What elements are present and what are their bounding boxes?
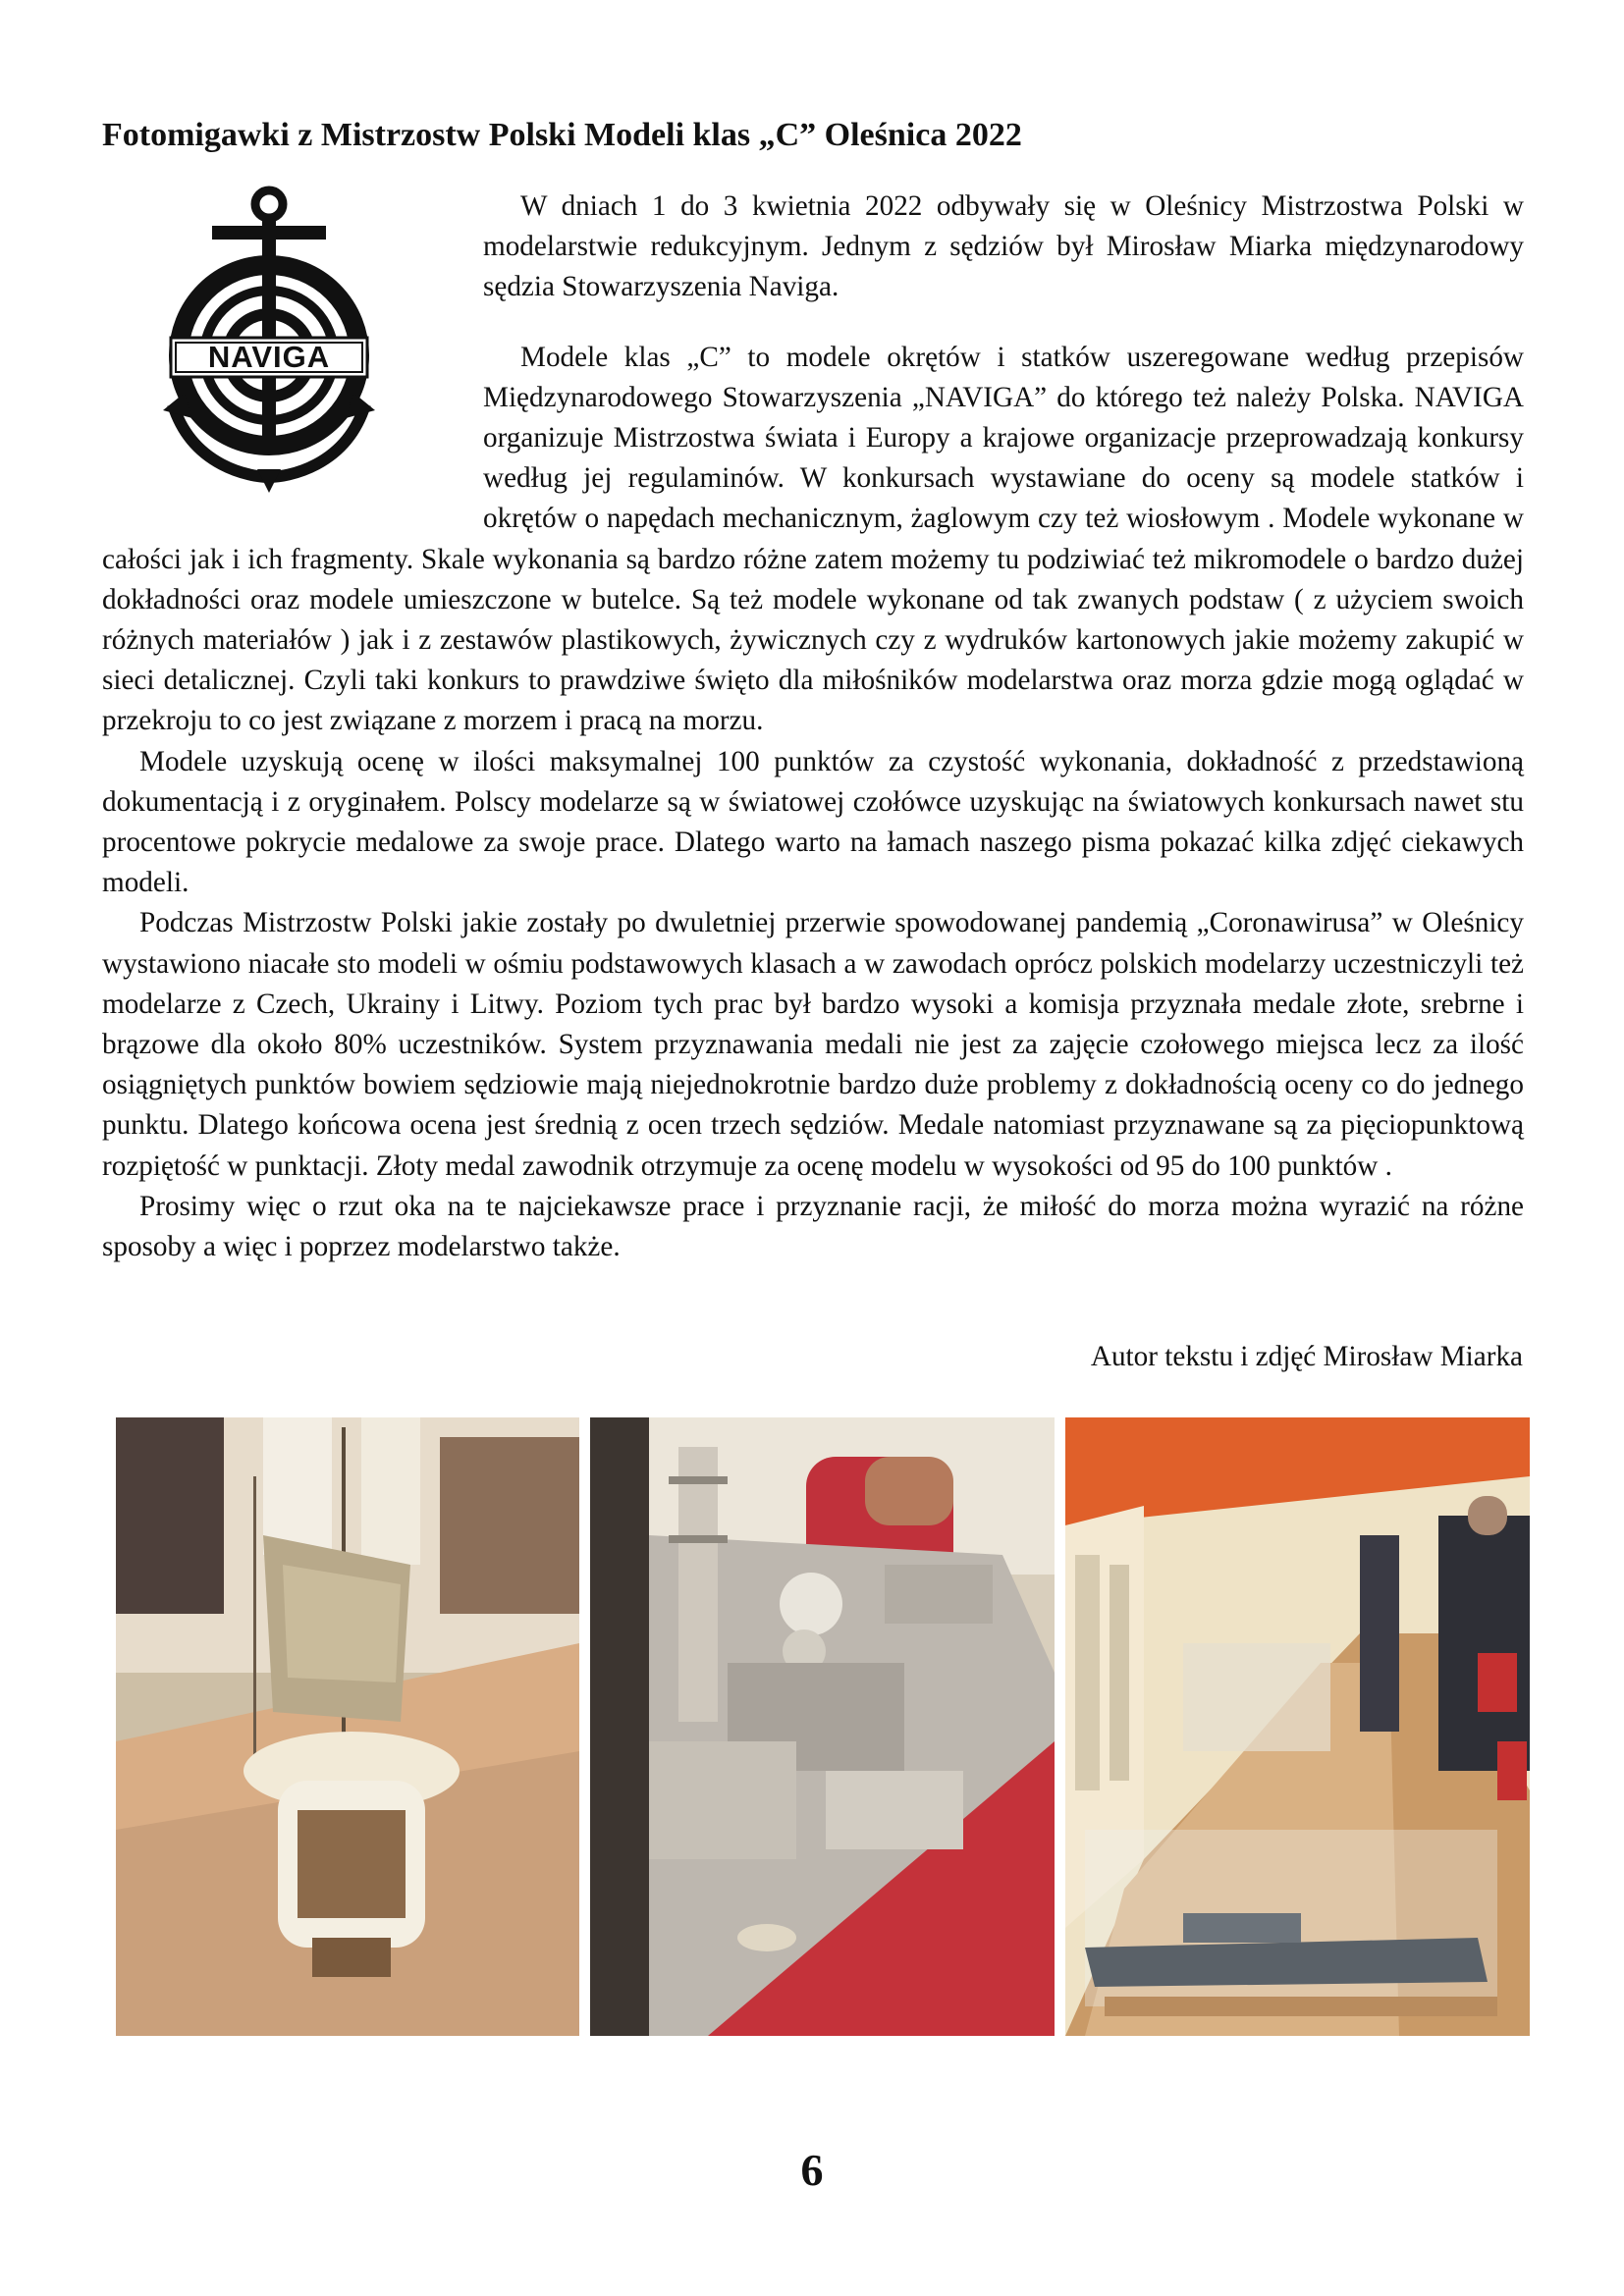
paragraph-1: W dniach 1 do 3 kwietnia 2022 odbywały się w Oleśnicy Mistrzostwa Polski w modelarstwie redukcyjnym. Jednym z sędziów był Mirosław Miarka międzynarodowy sędzia Stowarzyszenia Naviga. <box>483 190 1524 303</box>
paragraph-3: Modele uzyskują ocenę w ilości maksymalnej 100 punktów za czystość wykonania, dokładność z przedstawioną dokumentacją i z oryginałem. Polscy modelarze są w światowej czołówce uzyskując na światowych konkursach nawet stu procentowe pokrycie medalowe za swoje prace. Dlatego warto na łamach naszego pisma pokazać kilka zdjęć ciekawych modeli. <box>102 745 1524 899</box>
paragraph-4: Podczas Mistrzostw Polski jakie zostały po dwuletniej przerwie spowodowanej pandemią „Coronawirusa” w Oleśnicy wystawiono niacałe sto modeli w ośmiu podstawowych klasach a w zawodach oprócz polskich modelarzy uczestniczyli też modelarze z Czech, Ukrainy i Litwy. Poziom tych prac był bardzo wysoki a komisja przyznała medale złote, srebrne i brązowe dla około 80% uczestników. System przyznawania medali nie jest za zajęcie czołowego miejsca lecz za ilość osiągniętych punktów bowiem sędziowie mają niejednokrotnie bardzo duże problemy z dokładnością oceny co do jednego punktu. Dlatego końcowa ocena jest średnią z ocen trzech sędziów. Medale natomiast przyznawane są za pięciopunktową rozpiętość w punktacji. Złoty medal zawodnik otrzymuje za ocenę modelu w wysokości od 95 do 100 punktów . <box>102 907 1524 1182</box>
author-credit: Autor tekstu i zdjęć Mirosław Miarka <box>1090 1341 1523 1372</box>
paragraph-2: Modele klas „C” to modele okrętów i statków uszeregowane według przepisów Międzynarodowego Stowarzyszenia „NAVIGA” do którego też należy Polska. NAVIGA organizuje Mistrzostwa świata i Europy a krajowe organizacje przeprowadzają konkursy według jej regulaminów. W konkursach wystawiane do oceny są modele statków i okrętów o napędach mechanicznym, żaglowym czy też wiosłowym . Modele wykonane w całości jak i ich fragmenty. Skale wykonania są bardzo różne zatem możemy tu podziwiać też mikromodele o bardzo dużej dokładności oraz modele umieszczone w butelce. Są też modele wykonane od tak zwanych podstaw ( z użyciem swoich różnych materiałów ) jak i z zestawów plastikowych, żywicznych czy z wydruków kartonowych jakie możemy zakupić w sieci detalicznej. Czyli taki konkurs to prawdziwe święto dla miłośników modelarstwa oraz morza gdzie mogą oglądać w przekroju to co jest związane z morzem i pracą na morzu. <box>102 341 1524 737</box>
paragraph-5: Prosimy więc o rzut oka na te najciekawsze prace i przyznanie racji, że miłość do morza można wyrazić na różne sposoby a więc i poprzez modelarstwo także. <box>102 1190 1524 1263</box>
logo-text: NAVIGA <box>207 340 331 374</box>
page-number: 6 <box>800 2145 824 2195</box>
article-body <box>102 187 1524 1267</box>
logo-spacer <box>102 187 483 518</box>
photo-warship-model <box>590 1417 1055 2036</box>
article-title: Fotomigawki z Mistrzostw Polski Modeli klas „C” Oleśnica 2022 <box>102 117 1022 153</box>
photo-exhibition-hall <box>1065 1417 1530 2036</box>
photo-sailing-ship-model <box>116 1417 579 2036</box>
